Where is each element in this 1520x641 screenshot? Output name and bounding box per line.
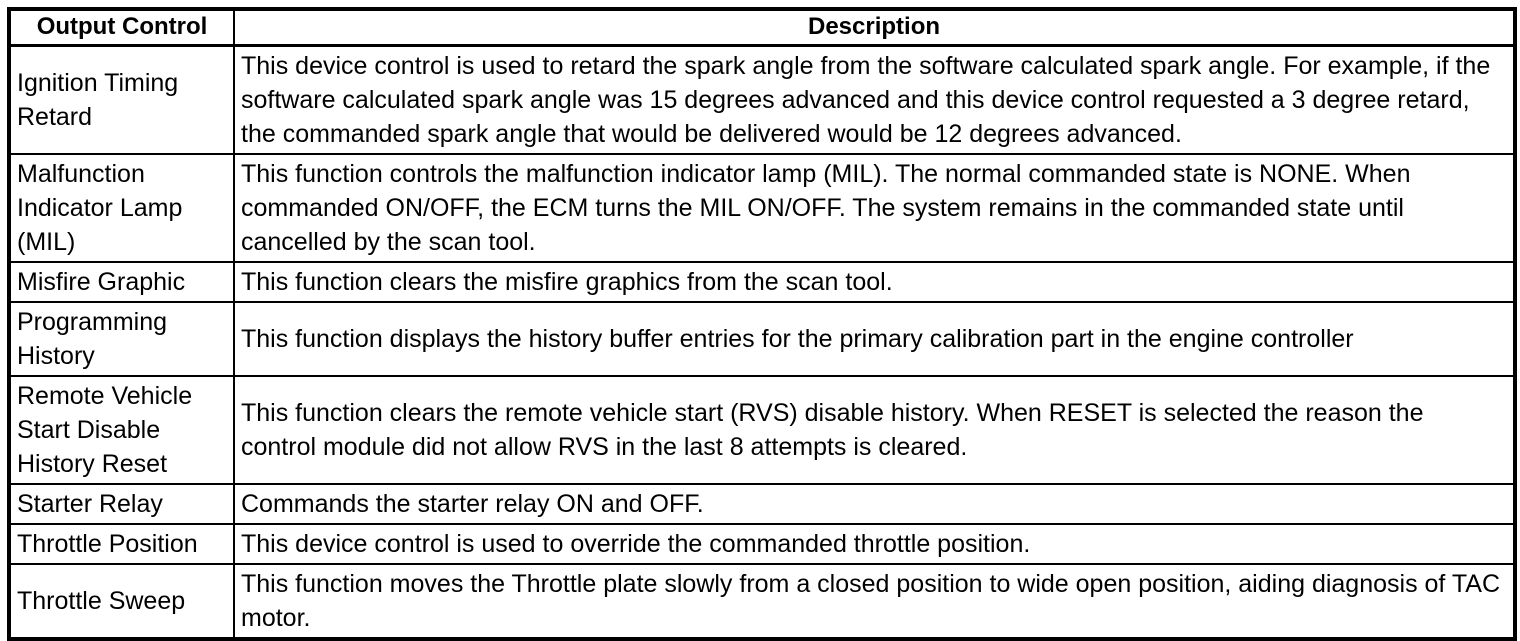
description-cell: This function clears the remote vehicle start (RVS) disable history. When RESET is selected the reason the control module did not allow RVS in the last 8 attempts is cleared.: [234, 376, 1515, 484]
table-header-row: [9, 9, 1515, 45]
output-control-cell: Malfunction Indicator Lamp (MIL): [9, 154, 234, 262]
table-row-starter-relay: [9, 484, 1515, 524]
description-cell: This function displays the history buffer entries for the primary calibration part in the engine controller: [234, 302, 1515, 376]
column-header-description: Description: [234, 9, 1515, 45]
description-cell: This device control is used to retard the spark angle from the software calculated spark angle. For example, if the software calculated spark angle was 15 degrees advanced and this device control requested a 3 degree retard, the commanded spark angle that would be delivered would be 12 degrees advanced.: [234, 45, 1515, 154]
description-cell: This function moves the Throttle plate slowly from a closed position to wide open position, aiding diagnosis of TAC motor.: [234, 564, 1515, 639]
table-row-malfunction-indicator-lamp: [9, 154, 1515, 262]
table-row-programming-history: [9, 302, 1515, 376]
output-control-cell: Ignition Timing Retard: [9, 45, 234, 154]
description-cell: This function controls the malfunction indicator lamp (MIL). The normal commanded state is NONE. When commanded ON/OFF, the ECM turns the MIL ON/OFF. The system remains in the commanded state until cancelled by the scan tool.: [234, 154, 1515, 262]
table-row-throttle-position: [9, 524, 1515, 564]
output-control-cell: Programming History: [9, 302, 234, 376]
description-cell: Commands the starter relay ON and OFF.: [234, 484, 1515, 524]
output-control-cell: Remote Vehicle Start Disable History Reset: [9, 376, 234, 484]
output-control-cell: Starter Relay: [9, 484, 234, 524]
table-row-ignition-timing-retard: [9, 45, 1515, 154]
output-control-cell: Misfire Graphic: [9, 262, 234, 302]
description-cell: This function clears the misfire graphics from the scan tool.: [234, 262, 1515, 302]
output-control-table: [7, 7, 1517, 641]
table-row-remote-vehicle-start-disable-history-reset: [9, 376, 1515, 484]
description-cell: This device control is used to override the commanded throttle position.: [234, 524, 1515, 564]
output-control-cell: Throttle Position: [9, 524, 234, 564]
output-control-cell: Throttle Sweep: [9, 564, 234, 639]
table-row-misfire-graphic: [9, 262, 1515, 302]
table-row-throttle-sweep: [9, 564, 1515, 639]
column-header-output-control: Output Control: [9, 9, 234, 45]
